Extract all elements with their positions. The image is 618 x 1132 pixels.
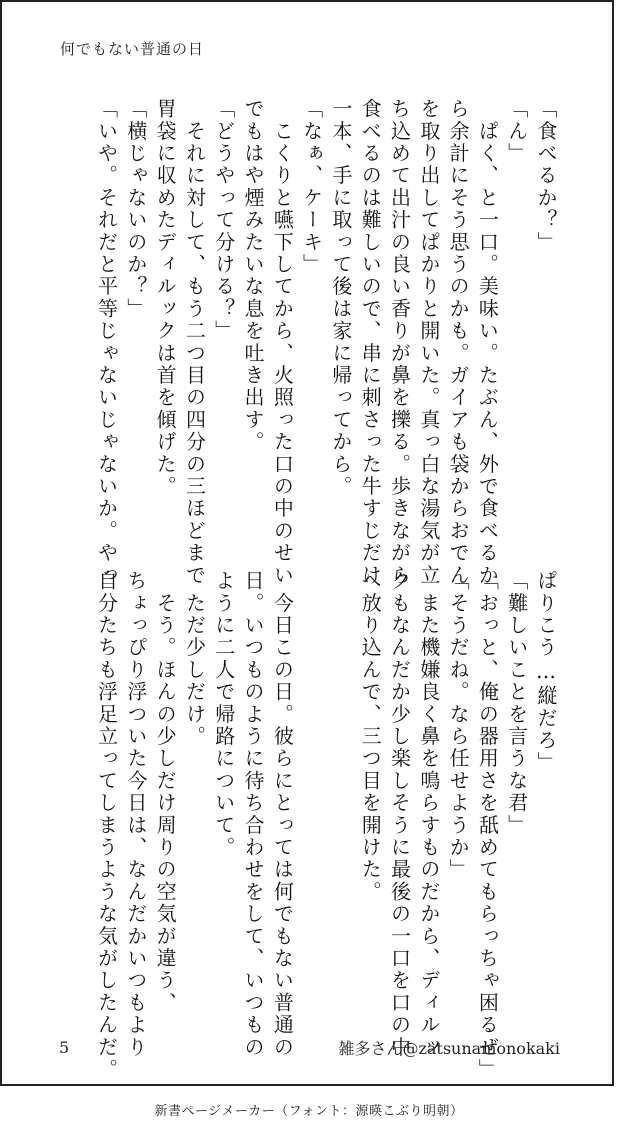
text-line: へ放り込んで、三つ目を開けた。 (358, 570, 383, 903)
text-line: 「おっと、俺の器用さを舐めてもらっちゃ困るぜ」 (475, 570, 500, 1081)
text-line: 日。いつものように待ち合わせをして、いつもの (241, 570, 266, 1059)
text-line: ぱりこう…縦だろ」 (534, 570, 558, 774)
generator-credit: 新書ページメーカー（フォント：源暎こぶり明朝） (154, 1104, 464, 1119)
text-line: ように二人で帰路について。 (211, 570, 236, 859)
text-line: ちょっぴり浮ついた今日は、なんだかいつもより (123, 570, 148, 1059)
text-line: 今日この日。彼らにとっては何でもない普通の (270, 570, 295, 1059)
text-line: ら余計にそう思うのかも。ガイアも袋からおでん (446, 98, 471, 587)
author-handle: 雑多さん@zatsunamonokaki (338, 1039, 560, 1058)
text-line: 「どうやって分ける？」 (211, 98, 236, 343)
text-line: それに対して、もう二つ目の四分の三ほどまで (182, 98, 207, 587)
text-line: 食べるのは難しいので、串に刺さった牛すじだけ (358, 98, 383, 587)
text-line: 「食べるか？」 (534, 98, 558, 254)
page-number: 5 (59, 1038, 70, 1057)
text-line: ち込めて出汁の良い香りが鼻を擽る。歩きながら (387, 98, 412, 587)
text-line (296, 570, 325, 1010)
text-line: 「ん」 (504, 98, 529, 165)
text-line: 「難しいことを言うな君」 (504, 570, 529, 837)
text-line: また機嫌良く鼻を鳴らすものだから、ディルッ (416, 570, 441, 1059)
text-line: を取り出してぱかりと開いた。真っ白な湯気が立 (416, 98, 441, 587)
text-line (326, 570, 355, 1010)
text-line: 「いや。それだと平等じゃないじゃないか。やっ (94, 98, 119, 587)
text-line: 「そうだね。なら任せようか」 (446, 570, 471, 881)
text-line: 一本、手に取って後は家に帰ってから。 (328, 98, 353, 498)
text-line: でもはや煙みたいな息を吐き出す。 (241, 98, 266, 454)
text-line: ぱく、と一口。美味い。たぶん、外で食べるか (475, 98, 500, 587)
text-line: クもなんだか少し楽しそうに最後の一口を口の中 (387, 570, 412, 1059)
text-line: 胃袋に収めたディルックは首を傾げた。 (153, 98, 178, 498)
text-line: 「横じゃないのか？」 (123, 98, 148, 320)
text-line: そう。ほんの少しだけ周りの空気が違う、 (153, 570, 178, 1014)
text-line: 自分たちも浮足立ってしまうような気がしたんだ。 (94, 570, 119, 1081)
text-line: 「なぁ、ケーキ」 (299, 98, 324, 276)
text-line: こくりと嚥下してから、火照った口の中のせい (270, 98, 295, 587)
upper-text-block (91, 98, 560, 587)
page-header-title: 何でもない普通の日 (60, 40, 205, 58)
text-line: ただ少しだけ。 (182, 570, 207, 748)
